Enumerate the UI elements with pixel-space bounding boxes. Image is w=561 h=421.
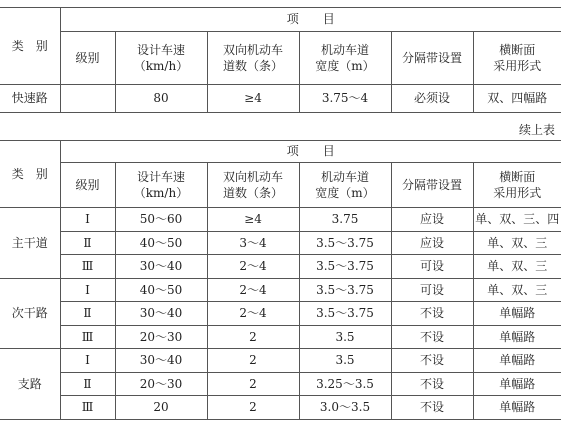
form-cell: 单、双、三、四 [473,208,561,232]
category-cell: 快速路 [0,85,60,113]
form-cell: 单幅路 [473,372,561,396]
category-header: 类 别 [0,141,60,208]
table-row [0,302,561,326]
width-cell: 3.5～3.75 [299,255,391,279]
form-cell: 单幅路 [473,302,561,326]
grade-cell: Ⅰ [60,208,115,232]
divider-cell: 应设 [391,208,473,232]
speed-cell: 80 [115,85,207,113]
table-row [0,208,561,232]
grade-cell: Ⅲ [60,255,115,279]
divider-cell: 不设 [391,396,473,420]
table-row [0,255,561,279]
table-row [0,396,561,420]
col-header-divider: 分隔带设置 [391,163,473,208]
width-cell: 3.25～3.5 [299,372,391,396]
speed-cell: 20～30 [115,325,207,349]
form-cell: 单幅路 [473,349,561,373]
form-cell: 单、双、三 [473,278,561,302]
form-cell: 单、双、三 [473,255,561,279]
divider-cell: 不设 [391,325,473,349]
table-row [0,325,561,349]
col-header-form [473,32,561,85]
col-header-width-text: 机动车道 宽度（m） [315,42,375,73]
lanes-cell: 2～4 [207,278,299,302]
col-header-grade: 级别 [60,163,115,208]
col-header-grade: 级别 [60,32,115,85]
width-cell: 3.5～3.75 [299,302,391,326]
lanes-cell: ≥4 [207,208,299,232]
speed-cell: 20～30 [115,372,207,396]
divider-cell: 应设 [391,231,473,255]
items-header: 项 目 [60,8,561,32]
table-row [0,372,561,396]
divider-cell: 可设 [391,278,473,302]
table-row [0,349,561,373]
form-cell: 单幅路 [473,396,561,420]
form-cell: 双、四幅路 [473,85,561,113]
width-cell: 3.5～3.75 [299,231,391,255]
col-header-width [299,163,391,208]
col-header-width-text: 机动车道 宽度（m） [315,169,375,200]
lanes-cell: 2 [207,372,299,396]
col-header-lanes [207,32,299,85]
lanes-cell: 2 [207,349,299,373]
divider-cell: 必须设 [391,85,473,113]
table-2-body [0,208,561,420]
grade-cell: Ⅲ [60,325,115,349]
continued-label: 续上表 [518,123,555,137]
road-standards-table-2 [0,140,561,420]
grade-cell: Ⅲ [60,396,115,420]
col-header-form-text: 横断面 采用形式 [493,42,542,73]
col-header-speed [115,32,207,85]
category-cell: 次干路 [0,278,60,349]
col-header-speed-text: 设计车速 （km/h） [133,169,189,200]
lanes-cell: 2～4 [207,255,299,279]
speed-cell: 40～50 [115,278,207,302]
speed-cell: 30～40 [115,255,207,279]
lanes-cell: 2 [207,396,299,420]
col-header-form [473,163,561,208]
width-cell: 3.5～3.75 [299,278,391,302]
grade-cell: Ⅱ [60,231,115,255]
col-header-speed [115,163,207,208]
grade-cell: Ⅱ [60,302,115,326]
col-header-width [299,32,391,85]
road-standards-table-1 [0,7,561,113]
category-cell: 主干道 [0,208,60,279]
width-cell: 3.0～3.5 [299,396,391,420]
speed-cell: 20 [115,396,207,420]
grade-cell: Ⅱ [60,372,115,396]
width-cell: 3.75～4 [299,85,391,113]
col-header-form-text: 横断面 采用形式 [493,169,542,200]
col-header-lanes-text: 双向机动车 道数（条） [222,42,283,73]
speed-cell: 30～40 [115,349,207,373]
lanes-cell: 2 [207,325,299,349]
grade-cell: Ⅰ [60,278,115,302]
col-header-divider: 分隔带设置 [391,32,473,85]
width-cell: 3.5 [299,349,391,373]
form-cell: 单、双、三 [473,231,561,255]
table-row [0,278,561,302]
speed-cell: 40～50 [115,231,207,255]
col-header-lanes-text: 双向机动车 道数（条） [222,169,283,200]
col-header-lanes [207,163,299,208]
table-row [0,231,561,255]
speed-cell: 30～40 [115,302,207,326]
category-header: 类 别 [0,8,60,85]
width-cell: 3.75 [299,208,391,232]
divider-cell: 不设 [391,302,473,326]
items-header: 项 目 [60,141,561,163]
divider-cell: 不设 [391,372,473,396]
grade-cell: Ⅰ [60,349,115,373]
grade-cell [60,85,115,113]
lanes-cell: 2～4 [207,302,299,326]
category-cell: 支路 [0,349,60,420]
divider-cell: 可设 [391,255,473,279]
divider-cell: 不设 [391,349,473,373]
form-cell: 单幅路 [473,325,561,349]
lanes-cell: ≥4 [207,85,299,113]
lanes-cell: 3～4 [207,231,299,255]
col-header-speed-text: 设计车速 （km/h） [133,42,189,73]
width-cell: 3.5 [299,325,391,349]
speed-cell: 50～60 [115,208,207,232]
